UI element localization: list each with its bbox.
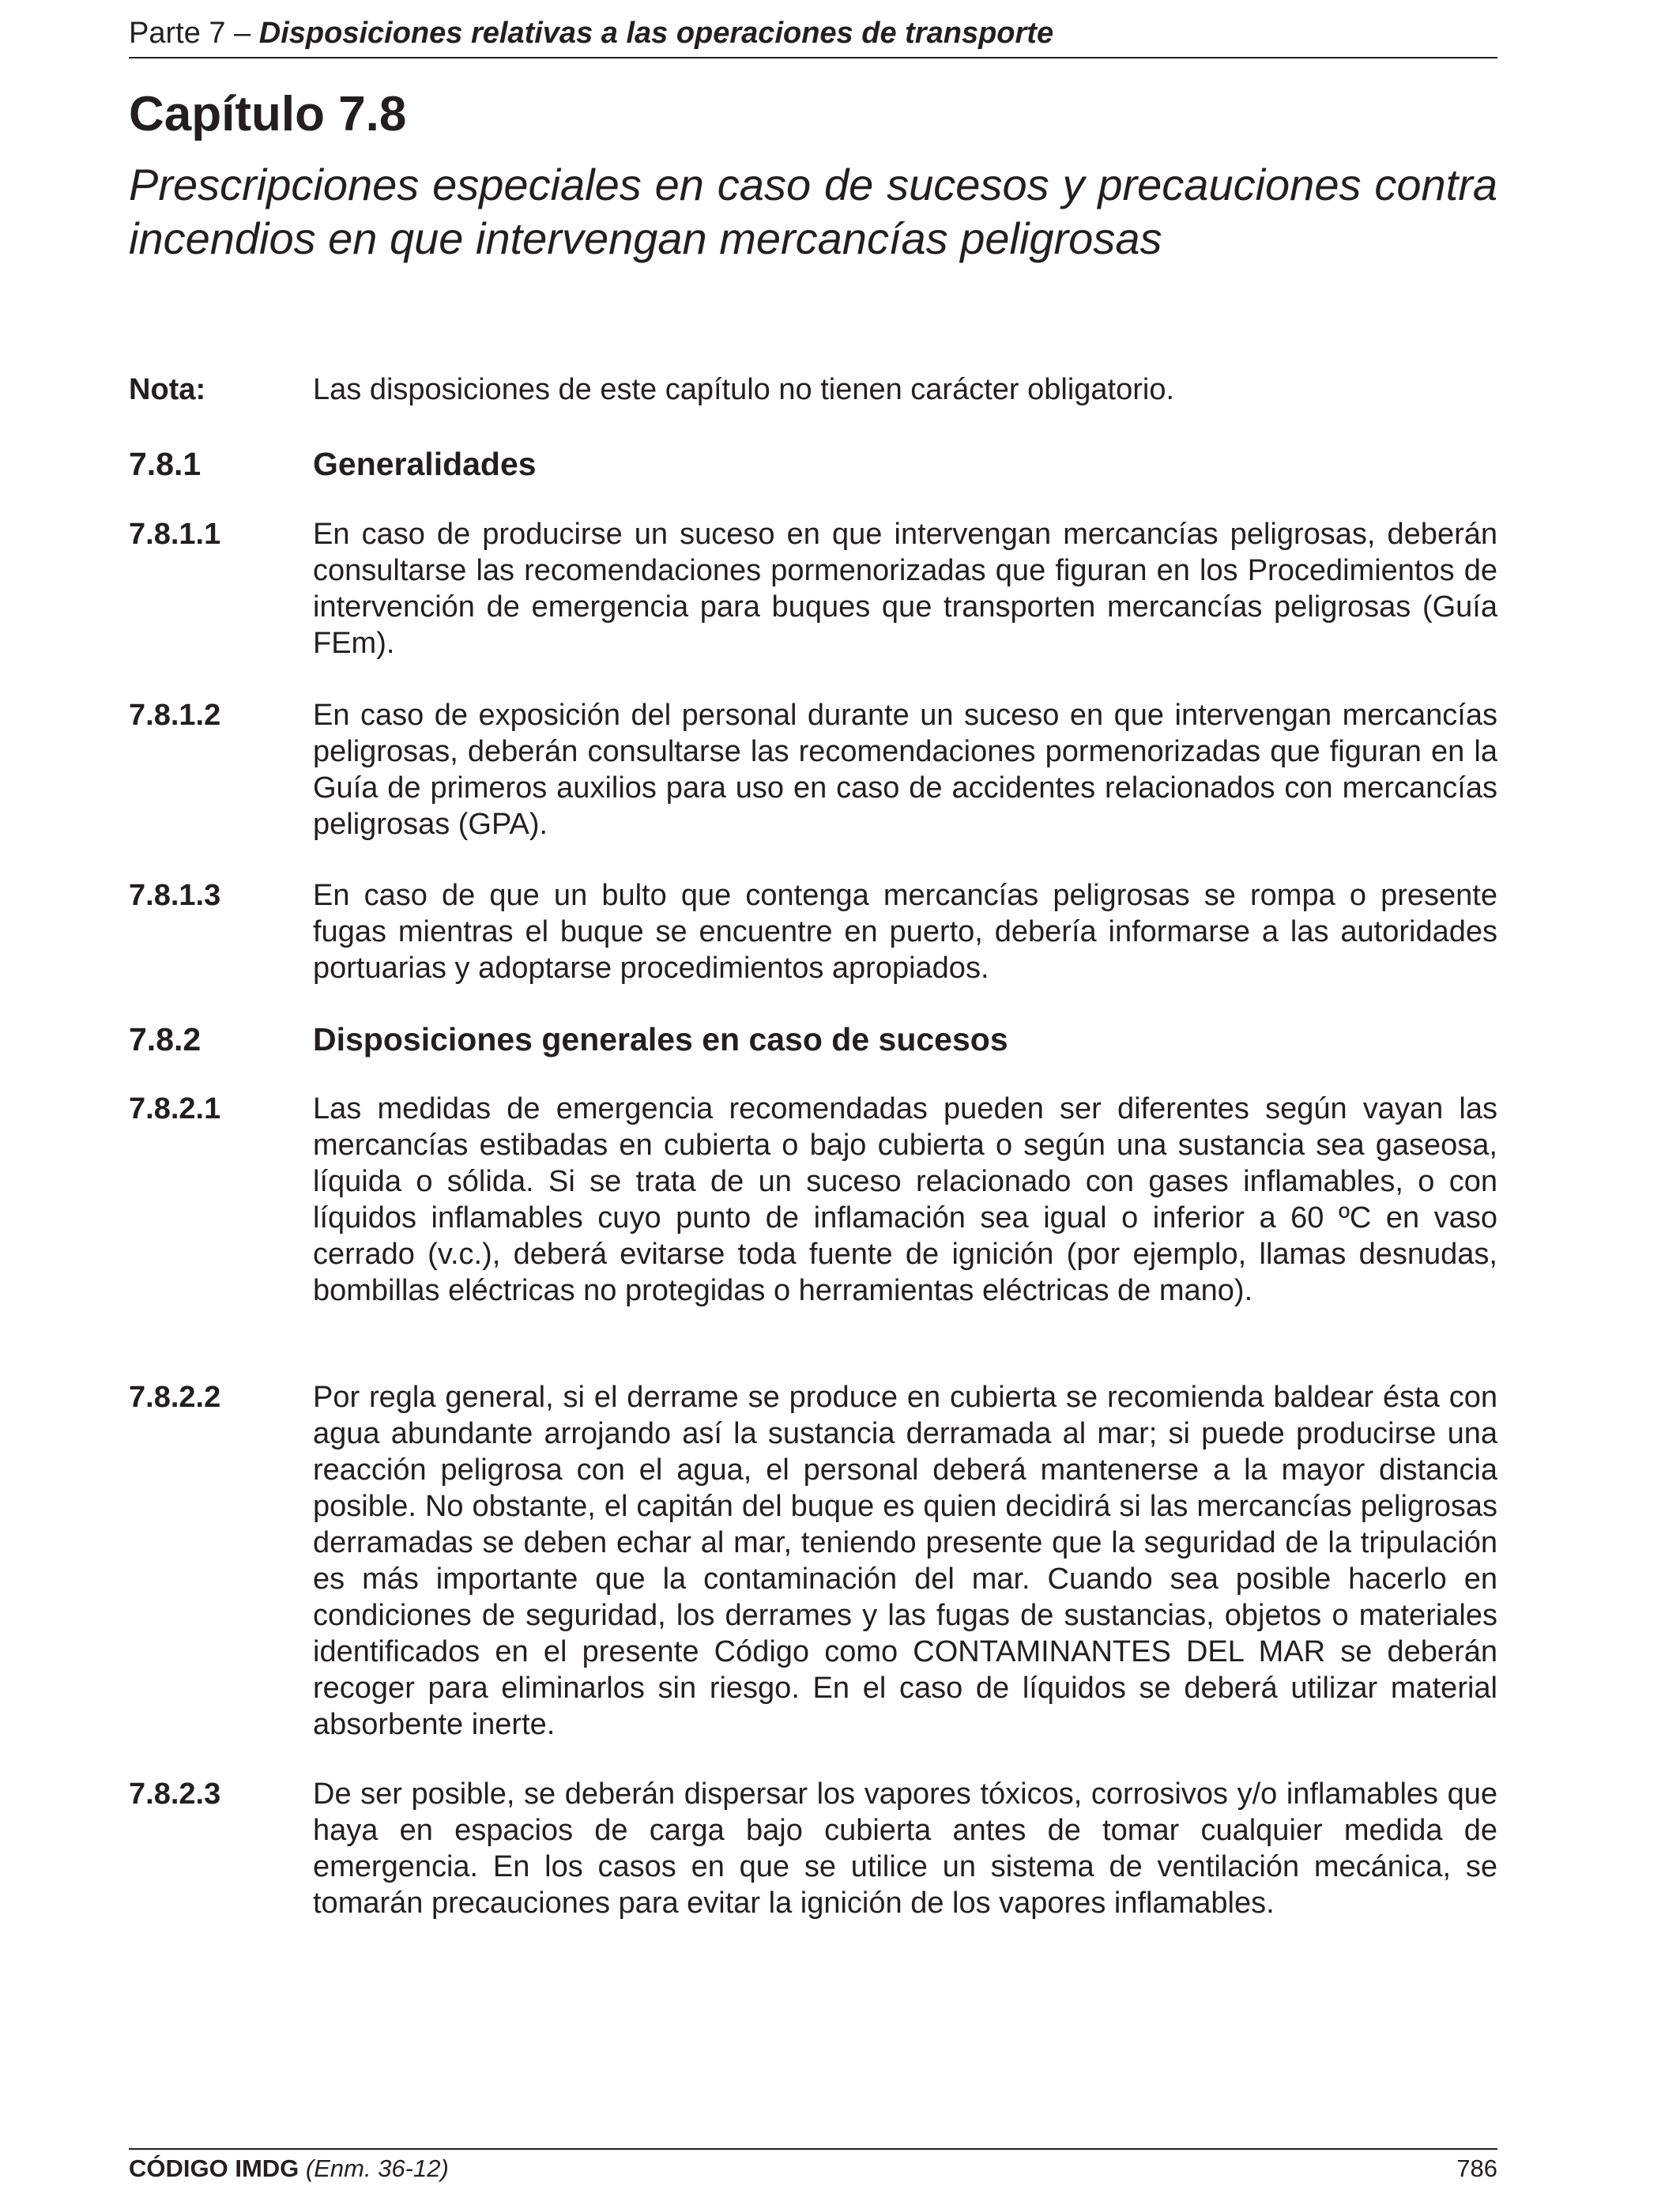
paragraph-number: 7.8.2.3	[129, 1777, 221, 1811]
paragraph-text: En caso de que un bulto que contenga mercancías peligrosas se rompa o presente fugas mientras el buque se encuentre en puerto, debería informarse a las autoridades portuarias y adoptarse procedimientos apropiados.	[313, 879, 1497, 985]
publication-code: CÓDIGO IMDG	[129, 2154, 299, 2182]
paragraph-number: 7.8.2.1	[129, 1092, 221, 1125]
note-text: Las disposiciones de este capítulo no tienen carácter obligatorio.	[313, 373, 1175, 406]
paragraph-number: 7.8.1.2	[129, 699, 221, 732]
paragraph-text: Por regla general, si el derrame se produce en cubierta se recomienda baldear ésta con agua abundante arrojando así la sustancia derramada al mar; si puede producirse una reacción peligrosa con el agua, el personal deberá mantenerse a la mayor distancia posible. No obstante, el capitán del buque es quien decidirá si las mercancías peligrosas derramadas se deben echar al mar, teniendo presente que la seguridad de la tripulación es más importante que la contaminación del mar. Cuando sea posible hacerlo en condiciones de seguridad, los derrames y las fugas de sustancias, objetos o materiales identificados en el presente Código como CONTAMINANTES DEL MAR se deberán recoger para eliminarlos sin riesgo. En el caso de líquidos se deberá utilizar material absorbente inerte.	[313, 1381, 1497, 1741]
section-number: 7.8.2	[129, 1021, 202, 1057]
running-header	[129, 14, 1497, 58]
amendment-number: (Enm. 36-12)	[305, 2154, 449, 2182]
section-number: 7.8.1	[129, 446, 202, 482]
paragraph-number: 7.8.1.3	[129, 879, 221, 912]
paragraph-number: 7.8.2.2	[129, 1381, 221, 1414]
paragraph-text: De ser posible, se deberán dispersar los vapores tóxicos, corrosivos y/o inflamables que haya en espacios de carga bajo cubierta antes de tomar cualquier medida de emergencia. En los casos en que se utilice un sistema de ventilación mecánica, se tomarán precauciones para evitar la ignición de los vapores inflamables.	[313, 1777, 1497, 1920]
note-label: Nota:	[129, 373, 206, 406]
paragraph-text: En caso de exposición del personal durante un suceso en que intervengan mercancías peligrosas, deberán consultarse las recomendaciones pormenorizadas que figuran en la Guía de primeros auxilios para uso en caso de accidentes relacionados con mercancías peligrosas (GPA).	[313, 699, 1497, 841]
chapter-number: Capítulo 7.8	[129, 87, 407, 141]
paragraph-text: En caso de producirse un suceso en que intervengan mercancías peligrosas, deberán consultarse las recomendaciones pormenorizadas que figuran en los Procedimientos de intervención de emergencia para buques que transporten mercancías peligrosas (Guía FEm).	[313, 518, 1497, 660]
paragraph-text: Las medidas de emergencia recomendadas pueden ser diferentes según vayan las mercancías estibadas en cubierta o bajo cubierta o según una sustancia sea gaseosa, líquida o sólida. Si se trata de un suceso relacionado con gases inflamables, o con líquidos inflamables cuyo punto de inflamación sea igual o inferior a 60 ºC en vaso cerrado (v.c.), deberá evitarse toda fuente de ignición (por ejemplo, llamas desnudas, bombillas eléctricas no protegidas o herramientas eléctricas de mano).	[313, 1092, 1497, 1307]
part-title: Disposiciones relativas a las operaciones de transporte	[258, 17, 1054, 50]
section-title: Disposiciones generales en caso de sucesos	[313, 1021, 1008, 1057]
page-number: 786	[1456, 2154, 1497, 2182]
chapter-title: Prescripciones especiales en caso de sucesos y precauciones contra incendios en que intervengan mercancías peligrosas	[129, 160, 1497, 263]
running-footer	[129, 2148, 1497, 2185]
section-title: Generalidades	[313, 446, 537, 482]
paragraph-number: 7.8.1.1	[129, 518, 221, 551]
part-number: Parte 7 –	[129, 17, 251, 50]
